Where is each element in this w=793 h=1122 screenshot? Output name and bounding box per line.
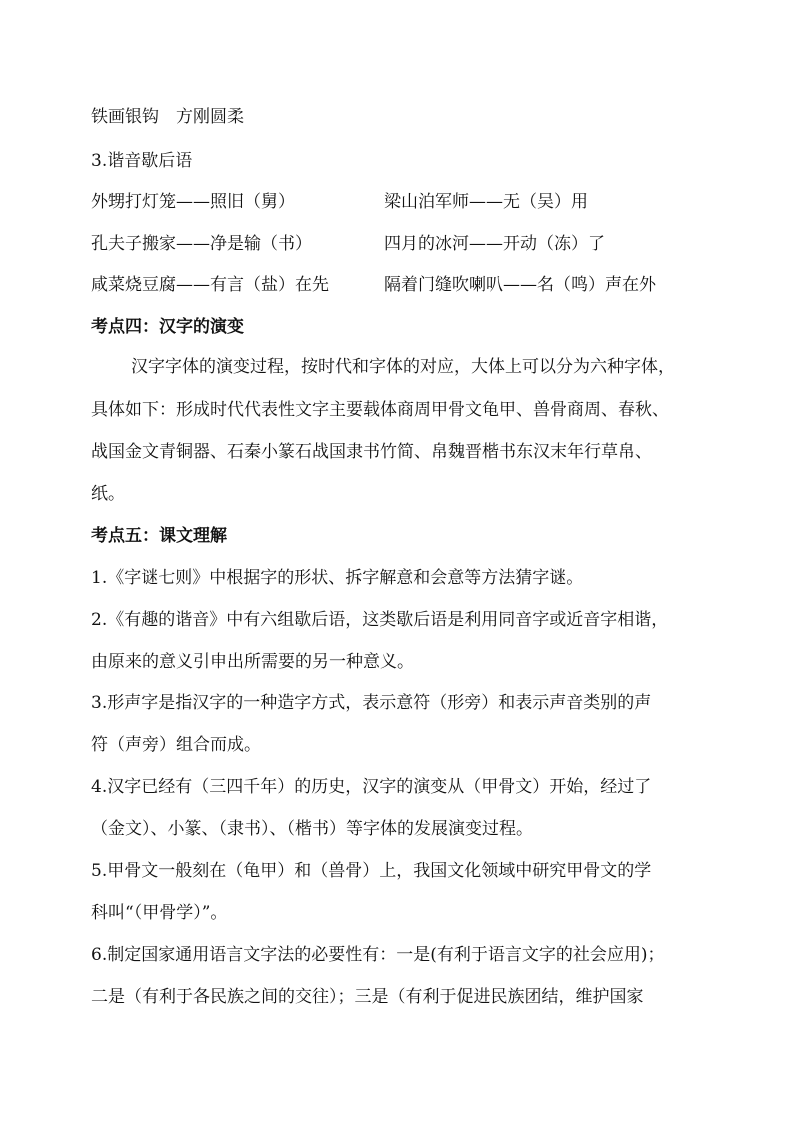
kaodian5-item-2-line-1: 2.《有趣的谐音》中有六组歇后语，这类歇后语是利用同音字或近音字相谐， <box>91 610 669 630</box>
kaodian4-para-line-3: 战国金文青铜器、石秦小篆石战国隶书竹简、帛魏晋楷书东汉末年行草帛、 <box>91 442 652 462</box>
kaodian5-heading: 考点五：课文理解 <box>91 526 227 546</box>
kaodian5-item-5-line-1: 5.甲骨文一般刻在（龟甲）和（兽骨）上，我国文化领域中研究甲骨文的学 <box>91 861 652 881</box>
kaodian4-heading: 考点四：汉字的演变 <box>91 317 244 337</box>
kaodian5-item-6-line-2: 二是（有利于各民族之间的交往）；三是（有利于促进民族团结，维护国家 <box>91 987 644 1007</box>
kaodian5-item-6-line-1: 6.制定国家通用语言文字法的必要性有：一是(有利于语言文字的社会应用)； <box>91 945 665 965</box>
idiom-right-1: 梁山泊军师——无（吴）用 <box>384 192 588 212</box>
kaodian5-item-5-line-2: 科叫“（甲骨学）”。 <box>91 903 228 923</box>
section3-title: 3.谐音歇后语 <box>91 151 193 171</box>
top-line: 铁画银钩 方刚圆柔 <box>91 107 244 127</box>
kaodian4-para-line-2: 具体如下：形成时代代表性文字主要载体商周甲骨文龟甲、兽骨商周、春秋、 <box>91 400 669 420</box>
idiom-left-2: 孔夫子搬家——净是输（书） <box>91 234 312 254</box>
kaodian5-item-3-line-2: 符（声旁）组合而成。 <box>91 735 261 755</box>
kaodian4-para-line-1: 汉字字体的演变过程，按时代和字体的对应，大体上可以分为六种字体， <box>131 357 675 377</box>
kaodian5-item-3-line-1: 3.形声字是指汉字的一种造字方式，表示意符（形旁）和表示声音类别的声 <box>91 693 652 713</box>
kaodian5-item-2-line-2: 由原来的意义引申出所需要的另一种意义。 <box>91 652 414 672</box>
idiom-right-3: 隔着门缝吹喇叭——名（鸣）声在外 <box>384 275 656 295</box>
idiom-right-2: 四月的冰河——开动（冻）了 <box>384 234 605 254</box>
kaodian5-item-4-line-1: 4.汉字已经有（三四千年）的历史，汉字的演变从（甲骨文）开始，经过了 <box>91 777 652 797</box>
kaodian4-para-line-4: 纸。 <box>91 484 125 504</box>
idiom-left-3: 咸菜烧豆腐——有言（盐）在先 <box>91 275 329 295</box>
kaodian5-item-1-line-1: 1.《字谜七则》中根据字的形状、拆字解意和会意等方法猜字谜。 <box>91 568 584 588</box>
kaodian5-item-4-line-2: （金文）、小篆、（隶书）、（楷书）等字体的发展演变过程。 <box>91 819 533 839</box>
idiom-left-1: 外甥打灯笼——照旧（舅） <box>91 192 295 212</box>
